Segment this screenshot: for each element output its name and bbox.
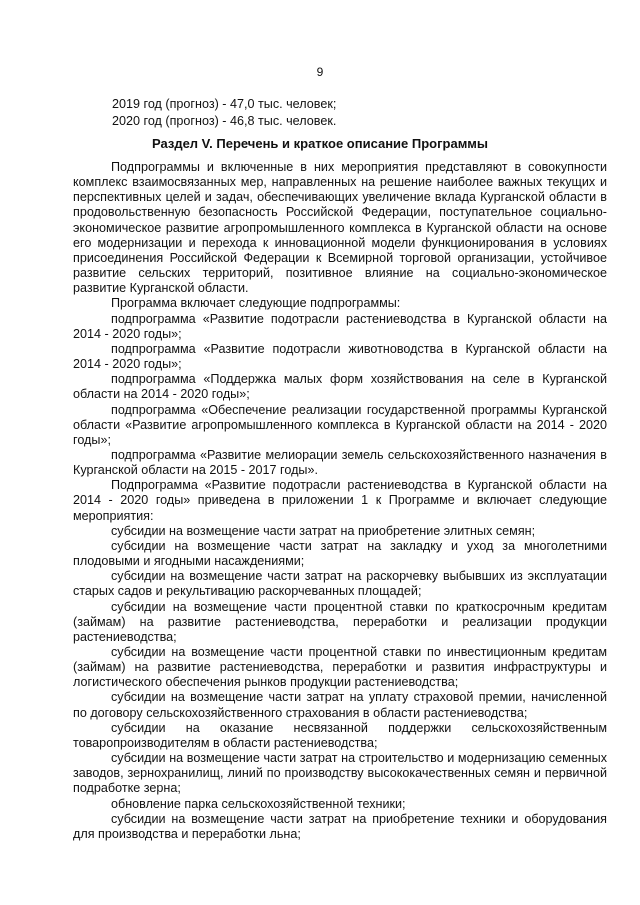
page-number: 9 [316,65,324,79]
list-item-measure: субсидии на возмещение части затрат на закладку и уход за многолетними плодовыми и ягодными насаждениями; [73,538,607,569]
section-title: Раздел V. Перечень и краткое описание Программы [151,136,489,151]
list-item-measure: субсидии на возмещение части затрат на раскорчевку выбывших из эксплуатации старых садов и рекультивацию раскорчеванных площадей; [73,569,607,599]
list-item-measure: субсидии на возмещение части процентной ставки по краткосрочным кредитам (займам) на развитие растениеводства, переработки и реализации продукции растениеводства; [73,599,607,644]
list-item-subprogram: подпрограмма «Развитие мелиорации земель сельскохозяйственного назначения в Курганской области на 2015 - 2017 годы». [73,447,607,478]
paragraph-subprograms-heading: Программа включает следующие подпрограммы: [111,296,401,311]
list-item-subprogram: подпрограмма «Развитие подотрасли растениеводства в Курганской области на 2014 - 2020 годы»; [73,311,607,341]
forecast-2019-line: 2019 год (прогноз) - 47,0 тыс. человек; [112,97,337,111]
list-item-subprogram: подпрограмма «Поддержка малых форм хозяйствования на селе в Курганской области на 2014 - 2020 годы»; [73,372,607,402]
document-body [73,160,607,842]
paragraph-plant-subprogram: Подпрограмма «Развитие подотрасли растениеводства в Курганской области на 2014 - 2020 годы» приведена в приложении 1 к Программе и включает следующие мероприятия: [73,478,607,523]
list-item-measure: обновление парка сельскохозяйственной техники; [111,796,406,811]
list-item-measure: субсидии на возмещение части затрат на уплату страховой премии, начисленной по договору сельскохозяйственного страхования в области растениеводства; [73,690,607,720]
list-item-measure: субсидии на оказание несвязанной поддержки сельскохозяйственным товаропроизводителям в области растениеводства; [73,720,607,750]
paragraph-intro: Подпрограммы и включенные в них мероприятия представляют в совокупности комплекс взаимосвязанных мер, направленных на решение наиболее важных текущих и перспективных целей и задач, обеспечивающих увеличение вклада Курганской области в продовольственную безопасность Российской Федерации, поступательное социально-экономическое развитие агропромышленного комплекса в Курганской области на основе его модернизации и перехода к инновационной модели функционирования в условиях присоединения Российской Федерации к Всемирной торговой организации, устойчивое развитие сельских территорий, позитивное влияние на социально-экономическое развитие Курганской области. [73,160,607,296]
list-item-subprogram: подпрограмма «Обеспечение реализации государственной программы Курганской области «Развитие агропромышленного комплекса в Курганской области на 2014 - 2020 годы»; [73,402,607,447]
list-item-measure: субсидии на возмещение части затрат на строительство и модернизацию семенных заводов, зернохранилищ, линий по производству высококачественных семян и первичной подработке зерна; [73,751,607,796]
list-item-measure: субсидии на возмещение части затрат на приобретение элитных семян; [111,523,536,538]
list-item-subprogram: подпрограмма «Развитие подотрасли животноводства в Курганской области на 2014 - 2020 годы»; [73,341,607,372]
forecast-2020-line: 2020 год (прогноз) - 46,8 тыс. человек. [112,114,337,128]
forecast-stats [112,96,336,130]
list-item-measure: субсидии на возмещение части затрат на приобретение техники и оборудования для производства и переработки льна; [73,811,607,841]
list-item-measure: субсидии на возмещение части процентной ставки по инвестиционным кредитам (займам) на развитие растениеводства, переработки и развития инфраструктуры и логистического обеспечения рынков продукции растениеводства; [73,645,607,690]
